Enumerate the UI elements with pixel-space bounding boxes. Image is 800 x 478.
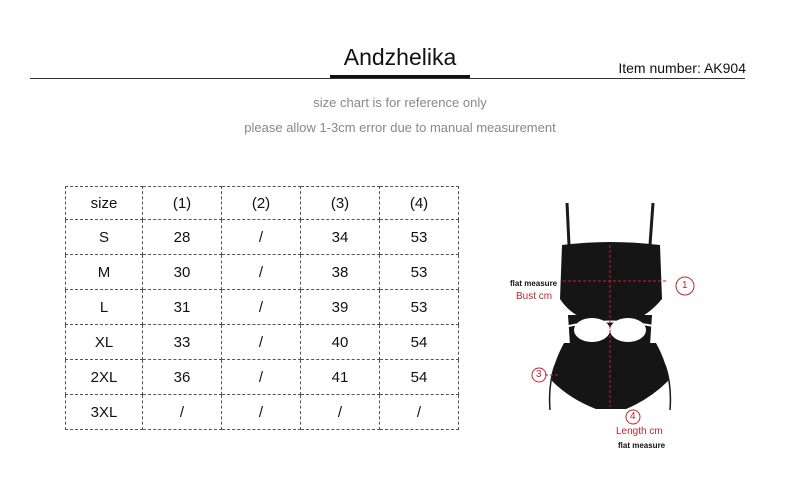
table-cell: / — [222, 360, 301, 395]
table-cell: 31 — [143, 290, 222, 325]
table-cell: 54 — [380, 360, 459, 395]
table-cell: 53 — [380, 290, 459, 325]
brand-title: Andzhelika — [343, 44, 457, 70]
table-row — [66, 290, 459, 325]
table-row — [66, 325, 459, 360]
column-header: (3) — [301, 187, 380, 220]
table-row — [66, 255, 459, 290]
column-header: (1) — [143, 187, 222, 220]
table-cell: / — [380, 395, 459, 430]
column-header: size — [66, 187, 143, 220]
table-cell: M — [66, 255, 143, 290]
table-cell: 34 — [301, 220, 380, 255]
table-cell: 53 — [380, 255, 459, 290]
table-cell: 53 — [380, 220, 459, 255]
table-row — [66, 360, 459, 395]
length-flat-measure-label: flat measure — [618, 441, 666, 450]
table-cell: 36 — [143, 360, 222, 395]
note-reference: size chart is for reference only — [313, 95, 487, 110]
marker-4: 4 — [630, 411, 636, 422]
table-cell: L — [66, 290, 143, 325]
table-cell: / — [222, 395, 301, 430]
note-error: please allow 1-3cm error due to manual measurement — [244, 120, 556, 135]
length-cm-label: Length cm — [616, 426, 663, 437]
table-cell: 41 — [301, 360, 380, 395]
table-cell: / — [222, 290, 301, 325]
size-chart-table — [65, 186, 459, 430]
column-header: (4) — [380, 187, 459, 220]
table-cell: 54 — [380, 325, 459, 360]
table-cell: 40 — [301, 325, 380, 360]
table-cell: / — [143, 395, 222, 430]
table-cell: 39 — [301, 290, 380, 325]
header-rule — [30, 78, 745, 79]
bust-flat-measure-label: flat measure — [510, 279, 558, 288]
swimsuit-diagram — [500, 195, 730, 465]
marker-1: 1 — [682, 280, 688, 291]
swimsuit-illustration — [500, 195, 730, 465]
marker-3: 3 — [536, 369, 542, 380]
table-cell: 2XL — [66, 360, 143, 395]
table-cell: 3XL — [66, 395, 143, 430]
item-number: Item number: AK904 — [618, 60, 746, 76]
table-row — [66, 395, 459, 430]
table-cell: / — [301, 395, 380, 430]
bust-cm-label: Bust cm — [516, 291, 553, 302]
table-cell: / — [222, 325, 301, 360]
table-cell: / — [222, 220, 301, 255]
table-cell: 38 — [301, 255, 380, 290]
table-cell: 30 — [143, 255, 222, 290]
table-cell: 33 — [143, 325, 222, 360]
table-cell: S — [66, 220, 143, 255]
table-cell: 28 — [143, 220, 222, 255]
column-header: (2) — [222, 187, 301, 220]
table-row — [66, 220, 459, 255]
table-cell: / — [222, 255, 301, 290]
table-cell: XL — [66, 325, 143, 360]
table-header-row — [66, 187, 459, 220]
